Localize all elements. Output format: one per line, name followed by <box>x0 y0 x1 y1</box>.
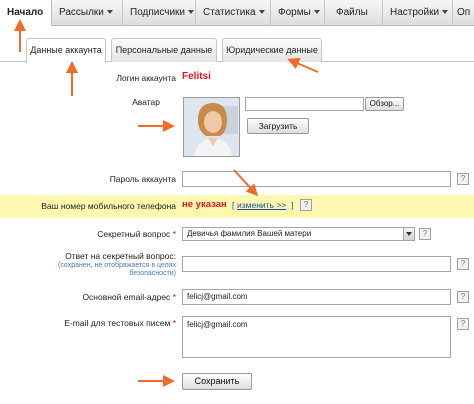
email-field[interactable]: felicj@gmail.com <box>182 289 451 305</box>
email-help-icon[interactable]: ? <box>457 291 469 303</box>
arrow-to-legal-tab <box>290 60 318 72</box>
mobile-label: Ваш номер мобильного телефона <box>41 201 176 211</box>
nav-item-label: Подписчики <box>130 7 186 18</box>
nav-item-label: Оп <box>457 7 471 18</box>
test-email-help-icon[interactable]: ? <box>457 318 469 330</box>
arrow-to-change-mobile <box>234 170 256 194</box>
nav-item-label: Начало <box>7 7 44 18</box>
required-mark: * <box>172 292 176 302</box>
secret-answer-help-icon[interactable]: ? <box>457 258 469 270</box>
tab-label: Персональные данные <box>115 45 213 55</box>
bracket-close: ] <box>291 200 294 210</box>
change-mobile-link[interactable]: изменить >> <box>237 200 287 210</box>
upload-button[interactable]: Загрузить <box>247 118 309 134</box>
mobile-help-icon[interactable]: ? <box>300 199 312 211</box>
secret-question-value: Девичья фамилия Вашей матери <box>187 229 312 238</box>
tab-label: Данные аккаунта <box>30 45 102 55</box>
bracket-open: [ <box>232 200 235 210</box>
nav-item-label: Формы <box>278 7 311 18</box>
password-label: Пароль аккаунта <box>109 174 176 184</box>
tab-label: Юридические данные <box>226 45 318 55</box>
mobile-value: не указан <box>182 199 227 210</box>
login-value: Felitsi <box>182 71 211 82</box>
nav-item-label: Рассылки <box>59 7 104 18</box>
login-label: Логин аккаунта <box>116 73 176 83</box>
browse-button[interactable]: Обзор... <box>365 97 404 111</box>
save-button[interactable]: Сохранить <box>182 373 252 390</box>
required-mark: * <box>172 229 176 239</box>
nav-item-label: Файлы <box>336 7 368 18</box>
nav-item-label: Статистика <box>203 7 256 18</box>
secret-question-help-icon[interactable]: ? <box>419 228 431 240</box>
secret-answer-note: (сохранен, не отображается в целях безопасности) <box>57 262 176 277</box>
password-help-icon[interactable]: ? <box>457 173 469 185</box>
secret-answer-label: Ответ на секретный вопрос: <box>65 251 176 261</box>
nav-item-label: Настройки <box>390 7 440 18</box>
avatar-label: Аватар <box>132 97 160 107</box>
email-label-text: Основной email-адрес <box>82 292 171 302</box>
required-mark: * <box>172 318 176 328</box>
test-email-label-text: E-mail для тестовых писем <box>64 318 171 328</box>
test-email-textarea[interactable]: felicj@gmail.com <box>182 316 451 358</box>
secret-question-label-text: Секретный вопрос <box>97 229 171 239</box>
